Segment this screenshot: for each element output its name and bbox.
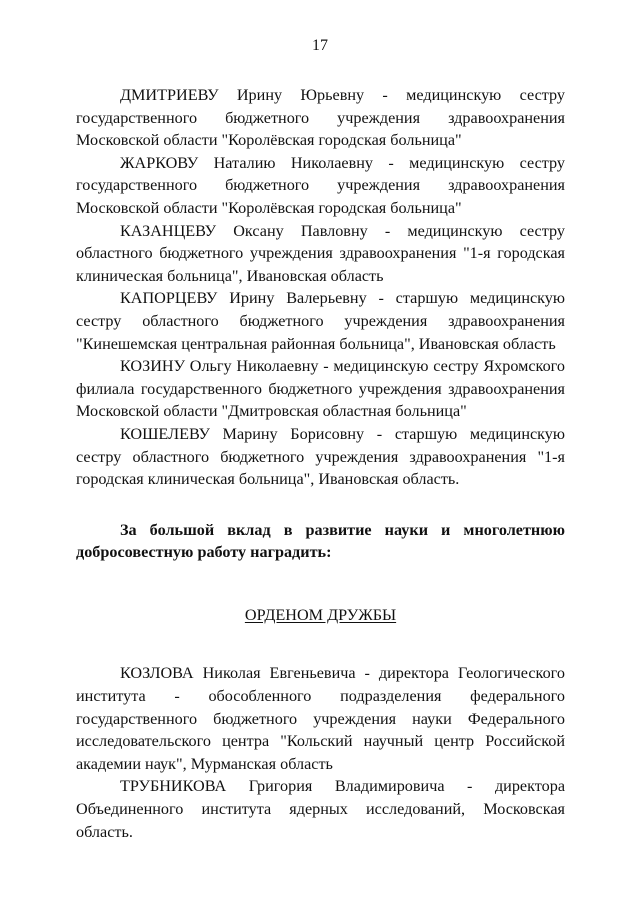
award-entry: КОЗИНУ Ольгу Николаевну - медицинскую сестру Яхромского филиала государственного бюджетного учреждения здравоохранения Московской области "Дмитровская областная больница"	[76, 357, 565, 421]
award-entry: ТРУБНИКОВА Григория Владимировича - директора Объединенного института ядерных исследований, Московская область.	[76, 777, 565, 841]
nurse-list	[76, 84, 565, 491]
document-body	[76, 84, 565, 843]
award-entry: КОШЕЛЕВУ Марину Борисовну - старшую медицинскую сестру областного бюджетного учреждения здравоохранения "1-я городская клиническая больница", Ивановская область.	[76, 424, 565, 489]
order-recipients-list	[76, 662, 565, 843]
award-entry: КОЗЛОВА Николая Евгеньевича - директора Геологического института - обособленного подразделения федерального государственного бюджетного учреждения науки Федерального исследовательского центра "Кольский научный центр Российской академии наук", Мурманская область	[76, 664, 565, 773]
page-number: 17	[312, 37, 328, 54]
award-entry: КАЗАНЦЕВУ Оксану Павловну - медицинскую сестру областного бюджетного учреждения здравоохранения "1-я городская клиническая больница", Ивановская область	[76, 221, 565, 285]
award-entry: ЖАРКОВУ Наталию Николаевну - медицинскую сестру государственного бюджетного учреждения здравоохранения Московской области "Королёвская городская больница"	[76, 153, 565, 217]
award-entry: ДМИТРИЕВУ Ирину Юрьевну - медицинскую сестру государственного бюджетного учреждения здравоохранения Московской области "Королёвская городская больница"	[76, 86, 565, 150]
award-entry: КАПОРЦЕВУ Ирину Валерьевну - старшую медицинскую сестру областного бюджетного учреждения здравоохранения "Кинешемская центральная районная больница", Ивановская область	[76, 289, 565, 353]
award-intro: За большой вклад в развитие науки и многолетнюю добросовестную работу наградить:	[76, 520, 565, 562]
award-title: ОРДЕНОМ ДРУЖБЫ	[244, 605, 397, 624]
